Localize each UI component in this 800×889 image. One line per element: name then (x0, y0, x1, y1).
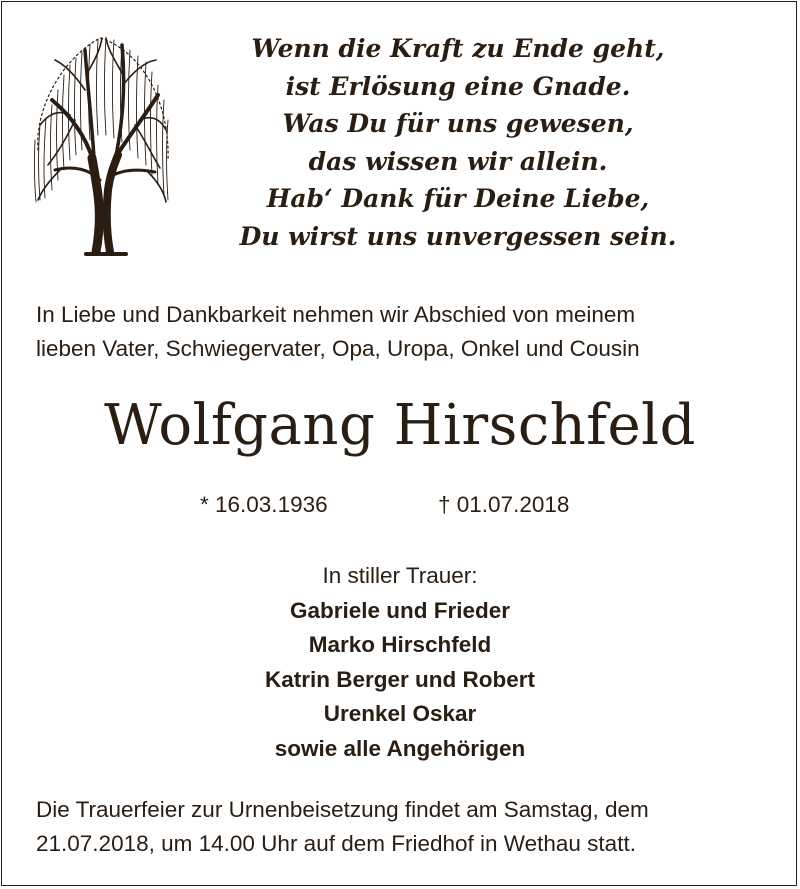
mourner-name: Urenkel Oskar (323, 701, 477, 726)
poem-line: Was Du für uns gewesen, (282, 109, 634, 138)
poem-line: Hab‘ Dank für Deine Liebe, (266, 184, 650, 213)
mourners-list (0, 559, 800, 766)
poem-line: Wenn die Kraft zu Ende geht, (251, 34, 665, 63)
poem-line: ist Erlösung eine Gnade. (285, 71, 631, 101)
death-date: † 01.07.2018 (438, 492, 570, 517)
mourner-name: Katrin Berger und Robert (264, 666, 536, 692)
poem-line: Du wirst uns unvergessen sein. (239, 221, 677, 251)
deceased-name: Wolfgang Hirschfeld (104, 393, 696, 458)
service-line: Die Trauerfeier zur Urnenbeisetzung findet am Samstag, dem (36, 797, 649, 822)
mourners-heading: In stiller Trauer: (322, 563, 478, 588)
mourner-name: Marko Hirschfeld (308, 632, 492, 657)
intro-text (36, 298, 776, 366)
mourner-name: sowie alle Angehörigen (274, 735, 526, 761)
service-line: 21.07.2018, um 14.00 Uhr auf dem Friedhof in Wethau statt. (36, 831, 636, 856)
mourner-name: Gabriele und Frieder (289, 597, 511, 623)
tree-icon (30, 30, 172, 256)
poem (208, 30, 708, 255)
poem-line: das wissen wir allein. (308, 146, 608, 176)
birth-date: * 16.03.1936 (200, 492, 328, 517)
service-info (36, 793, 776, 861)
intro-line: lieben Vater, Schwiegervater, Opa, Uropa, Onkel und Cousin (36, 336, 640, 361)
intro-line: In Liebe und Dankbarkeit nehmen wir Abschied von meinem (36, 302, 636, 327)
